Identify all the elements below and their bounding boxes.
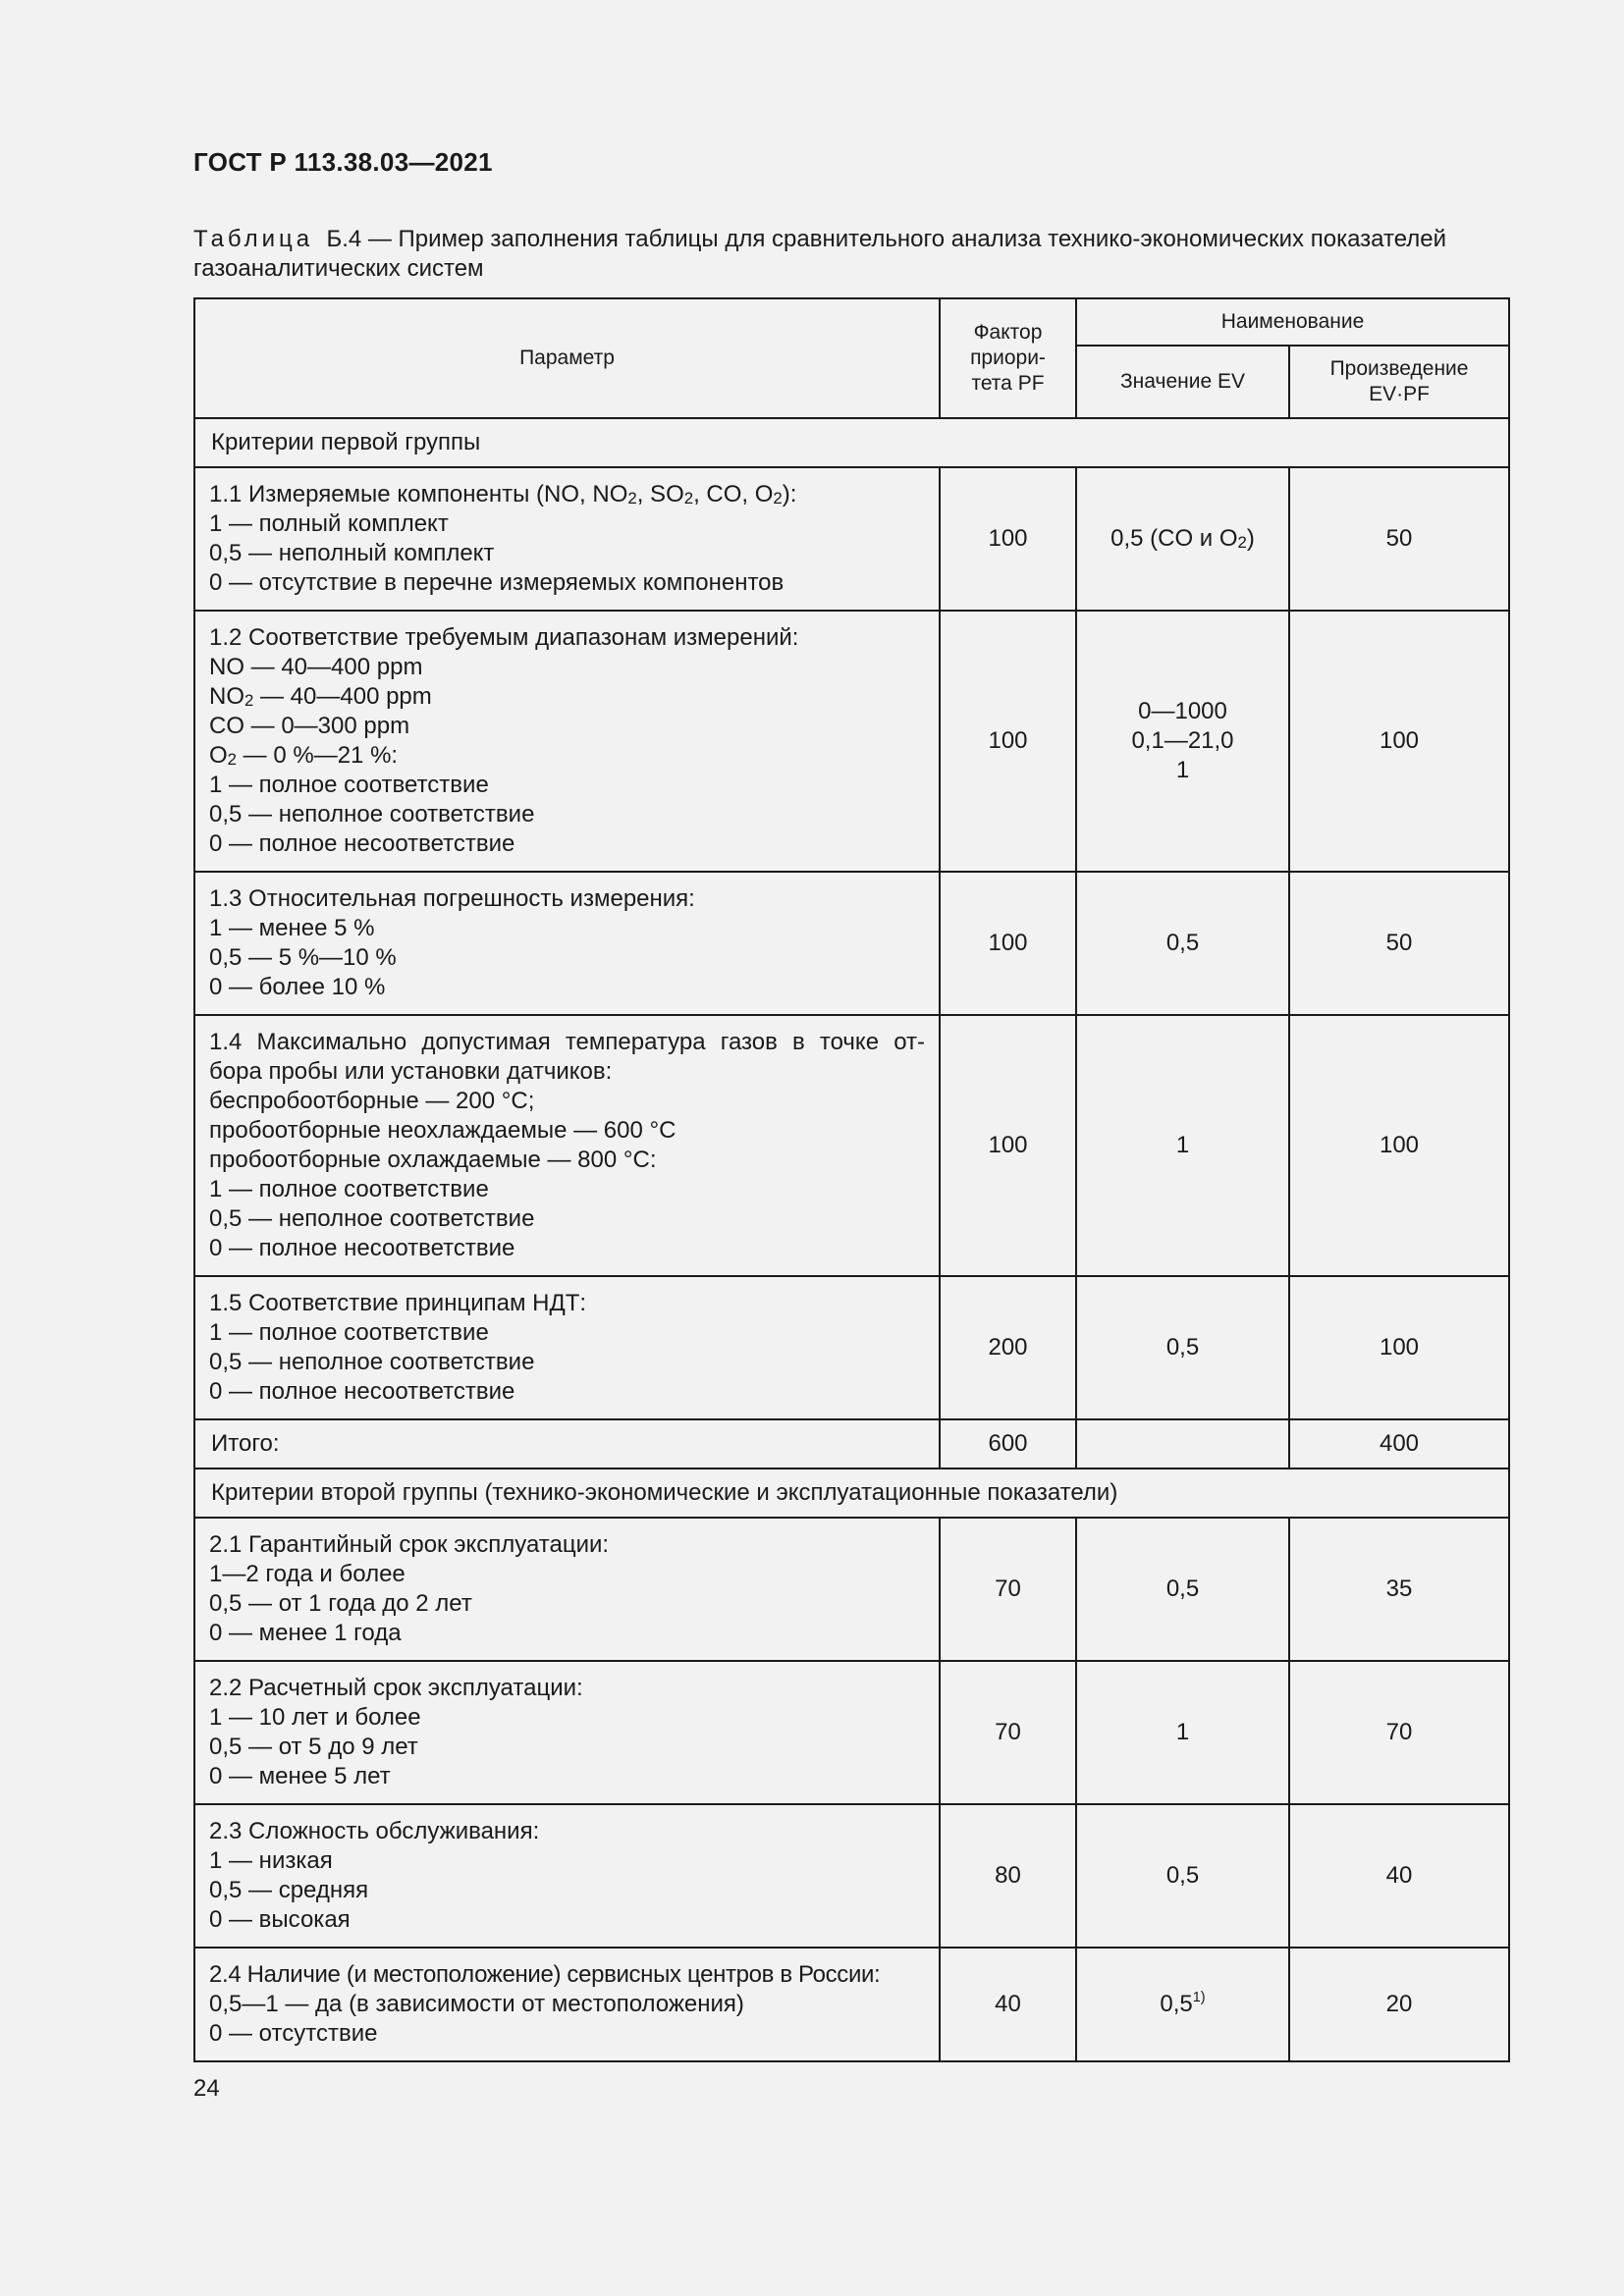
param-line: 0,5 — неполное соответствие (209, 801, 535, 828)
col-header-product (1289, 346, 1509, 418)
param-line: 0,5—1 — да (в зависимости от местоположения) (209, 1991, 744, 2017)
pf-cell-2-3: 80 (940, 1804, 1076, 1948)
param-title-1-5: 1.5 Соответствие принципам НДТ: (209, 1290, 587, 1316)
section-row-group2 (194, 1468, 1509, 1518)
param-title-1-1-part2: , SO (636, 481, 684, 507)
no2-sub: 2 (244, 691, 254, 710)
param-line: 0,5 — неполное соответствие (209, 1205, 535, 1232)
footnote-ref: 1) (1192, 1990, 1206, 2005)
o2-sub: 2 (227, 750, 238, 769)
param-line: 1—2 года и более (209, 1561, 406, 1587)
total-product: 400 (1289, 1419, 1509, 1468)
table-row-2-1 (194, 1518, 1509, 1661)
param-line: 0 — менее 5 лет (209, 1763, 391, 1789)
param-line: 0,5 — от 1 года до 2 лет (209, 1590, 472, 1617)
ev-cell-2-2: 1 (1076, 1661, 1289, 1804)
col-header-pf-line3: тета PF (971, 372, 1045, 395)
ev-1-1-part2: ) (1246, 525, 1255, 552)
param-cell-2-2 (194, 1661, 940, 1804)
o2-part1: O (209, 742, 228, 769)
ev-2-4-value: 0,5 (1160, 1991, 1193, 2017)
ev-cell-2-4 (1076, 1948, 1289, 2061)
pf-cell-2-4: 40 (940, 1948, 1076, 2061)
param-title-1-1-part1: 1.1 Измеряемые компоненты (NO, NO (209, 481, 628, 507)
pf-cell-1-1: 100 (940, 467, 1076, 611)
total-pf: 600 (940, 1419, 1076, 1468)
pf-cell-1-3: 100 (940, 872, 1076, 1015)
param-title-2-4: 2.4 Наличие (и местоположение) сервисных центров в России: (209, 1961, 881, 1988)
param-line: 0,5 — 5 %—10 % (209, 944, 397, 971)
param-title-1-1-part4: ): (782, 481, 797, 507)
product-cell-1-3: 50 (1289, 872, 1509, 1015)
caption-text: Б.4 — Пример заполнения таблицы для сравнительного анализа технико-экономических показателей газоаналитических систем (193, 226, 1447, 282)
param-line-co: CO — 0—300 ppm (209, 713, 410, 739)
product-cell-2-2: 70 (1289, 1661, 1509, 1804)
param-line: 0,5 — средняя (209, 1877, 369, 1903)
param-cell-1-3 (194, 872, 940, 1015)
section-row-group1 (194, 418, 1509, 467)
no2-part2: — 40—400 ppm (253, 683, 432, 710)
col-header-pf-line2: приори- (970, 347, 1046, 369)
param-line: пробоотборные охлаждаемые — 800 °C: (209, 1147, 657, 1173)
table-row-2-2 (194, 1661, 1509, 1804)
param-title-2-3: 2.3 Сложность обслуживания: (209, 1818, 540, 1844)
product-cell-1-2: 100 (1289, 611, 1509, 872)
ev-cell-1-2 (1076, 611, 1289, 872)
table-row-1-3 (194, 872, 1509, 1015)
header-row-1 (194, 298, 1509, 346)
table-row-1-5 (194, 1276, 1509, 1419)
param-line: 1 — менее 5 % (209, 915, 375, 941)
table-row-1-4 (194, 1015, 1509, 1276)
product-cell-1-5: 100 (1289, 1276, 1509, 1419)
col-header-pf (940, 298, 1076, 418)
param-title-1-1-sub3: 2 (773, 489, 783, 507)
pf-cell-2-2: 70 (940, 1661, 1076, 1804)
param-cell-1-1 (194, 467, 940, 611)
param-line: 0 — полное несоответствие (209, 1378, 515, 1405)
param-cell-1-4 (194, 1015, 940, 1276)
caption-table-word: Таблица (193, 226, 314, 252)
table-row-1-1 (194, 467, 1509, 611)
section-title-group1: Критерии первой группы (194, 418, 1509, 467)
param-line: бора пробы или установки датчиков: (209, 1058, 613, 1085)
table-caption (193, 225, 1509, 284)
table-row-1-2 (194, 611, 1509, 872)
param-line: 1 — полное соответствие (209, 772, 489, 798)
document-header: ГОСТ Р 113.38.03—2021 (193, 147, 493, 177)
ev-cell-1-1 (1076, 467, 1289, 611)
section-title-group2: Критерии второй группы (технико-экономические и эксплуатационные показатели) (194, 1468, 1509, 1518)
total-label: Итого: (194, 1419, 940, 1468)
param-title-1-1-sub2: 2 (683, 489, 694, 507)
param-line: пробоотборные неохлаждаемые — 600 °C (209, 1117, 677, 1144)
pf-cell-1-5: 200 (940, 1276, 1076, 1419)
param-line: беспробоотборные — 200 °C; (209, 1088, 535, 1114)
col-header-param: Параметр (194, 298, 940, 418)
product-cell-2-3: 40 (1289, 1804, 1509, 1948)
ev-line: 0—1000 (1138, 698, 1227, 724)
ev-cell-1-3: 0,5 (1076, 872, 1289, 1015)
ev-cell-2-1: 0,5 (1076, 1518, 1289, 1661)
pf-cell-1-4: 100 (940, 1015, 1076, 1276)
param-title-1-2: 1.2 Соответствие требуемым диапазонам измерений: (209, 624, 799, 651)
ev-line: 1 (1175, 757, 1190, 783)
page-number: 24 (193, 2075, 220, 2102)
col-header-ev: Значение EV (1076, 346, 1289, 418)
param-cell-2-1 (194, 1518, 940, 1661)
param-title-1-1-part3: , CO, O (693, 481, 774, 507)
pf-cell-1-2: 100 (940, 611, 1076, 872)
param-title-1-1-sub1: 2 (627, 489, 637, 507)
param-line: 1 — полный комплект (209, 510, 449, 537)
param-line: 1 — полное соответствие (209, 1319, 489, 1346)
param-line: 1 — 10 лет и более (209, 1704, 421, 1731)
ev-cell-2-3: 0,5 (1076, 1804, 1289, 1948)
param-line: 0 — более 10 % (209, 974, 386, 1000)
param-title-1-1 (209, 480, 925, 509)
product-cell-2-1: 35 (1289, 1518, 1509, 1661)
param-line: 0 — отсутствие в перечне измеряемых компонентов (209, 569, 785, 596)
comparison-table (193, 297, 1510, 2062)
product-cell-2-4: 20 (1289, 1948, 1509, 2061)
param-line: 0 — полное несоответствие (209, 830, 515, 857)
param-line: 0,5 — неполный комплект (209, 540, 495, 566)
param-line: 0 — высокая (209, 1906, 351, 1933)
col-header-name-group: Наименование (1076, 298, 1509, 346)
param-cell-2-4 (194, 1948, 940, 2061)
param-line: 1 — низкая (209, 1847, 333, 1874)
param-line: 1 — полное соответствие (209, 1176, 489, 1202)
ev-cell-1-4: 1 (1076, 1015, 1289, 1276)
param-cell-1-2 (194, 611, 940, 872)
col-header-pf-line1: Фактор (973, 321, 1043, 344)
col-header-product-line1: Произведение (1329, 357, 1469, 380)
ev-line: 0,1—21,0 (1131, 727, 1234, 754)
pf-cell-2-1: 70 (940, 1518, 1076, 1661)
o2-part2: — 0 %—21 %: (237, 742, 399, 769)
ev-cell-1-5: 0,5 (1076, 1276, 1289, 1419)
no2-part1: NO (209, 683, 244, 710)
col-header-product-line2: EV·PF (1369, 383, 1430, 405)
param-line: 0 — менее 1 года (209, 1620, 402, 1646)
total-row (194, 1419, 1509, 1468)
param-cell-1-5 (194, 1276, 940, 1419)
param-line: 0,5 — неполное соответствие (209, 1349, 535, 1375)
param-line: 0,5 — от 5 до 9 лет (209, 1734, 418, 1760)
ev-1-1-part1: 0,5 (CO и O (1110, 525, 1238, 552)
param-line: 0 — полное несоответствие (209, 1235, 515, 1261)
param-title-2-2: 2.2 Расчетный срок эксплуатации: (209, 1675, 583, 1701)
table-row-2-3 (194, 1804, 1509, 1948)
param-cell-2-3 (194, 1804, 940, 1948)
param-title-1-3: 1.3 Относительная погрешность измерения: (209, 885, 695, 912)
param-line-o2 (209, 741, 925, 771)
param-line-no2 (209, 682, 925, 712)
param-line-no: NO — 40—400 ppm (209, 654, 423, 680)
total-ev (1076, 1419, 1289, 1468)
param-line: 0 — отсутствие (209, 2020, 378, 2047)
product-cell-1-1: 50 (1289, 467, 1509, 611)
ev-1-1-sub: 2 (1237, 533, 1247, 552)
param-title-2-1: 2.1 Гарантийный срок эксплуатации: (209, 1531, 610, 1558)
table-row-2-4 (194, 1948, 1509, 2061)
product-cell-1-4: 100 (1289, 1015, 1509, 1276)
param-title-1-4: 1.4 Максимально допустимая температура газов в точке от- (209, 1029, 925, 1055)
